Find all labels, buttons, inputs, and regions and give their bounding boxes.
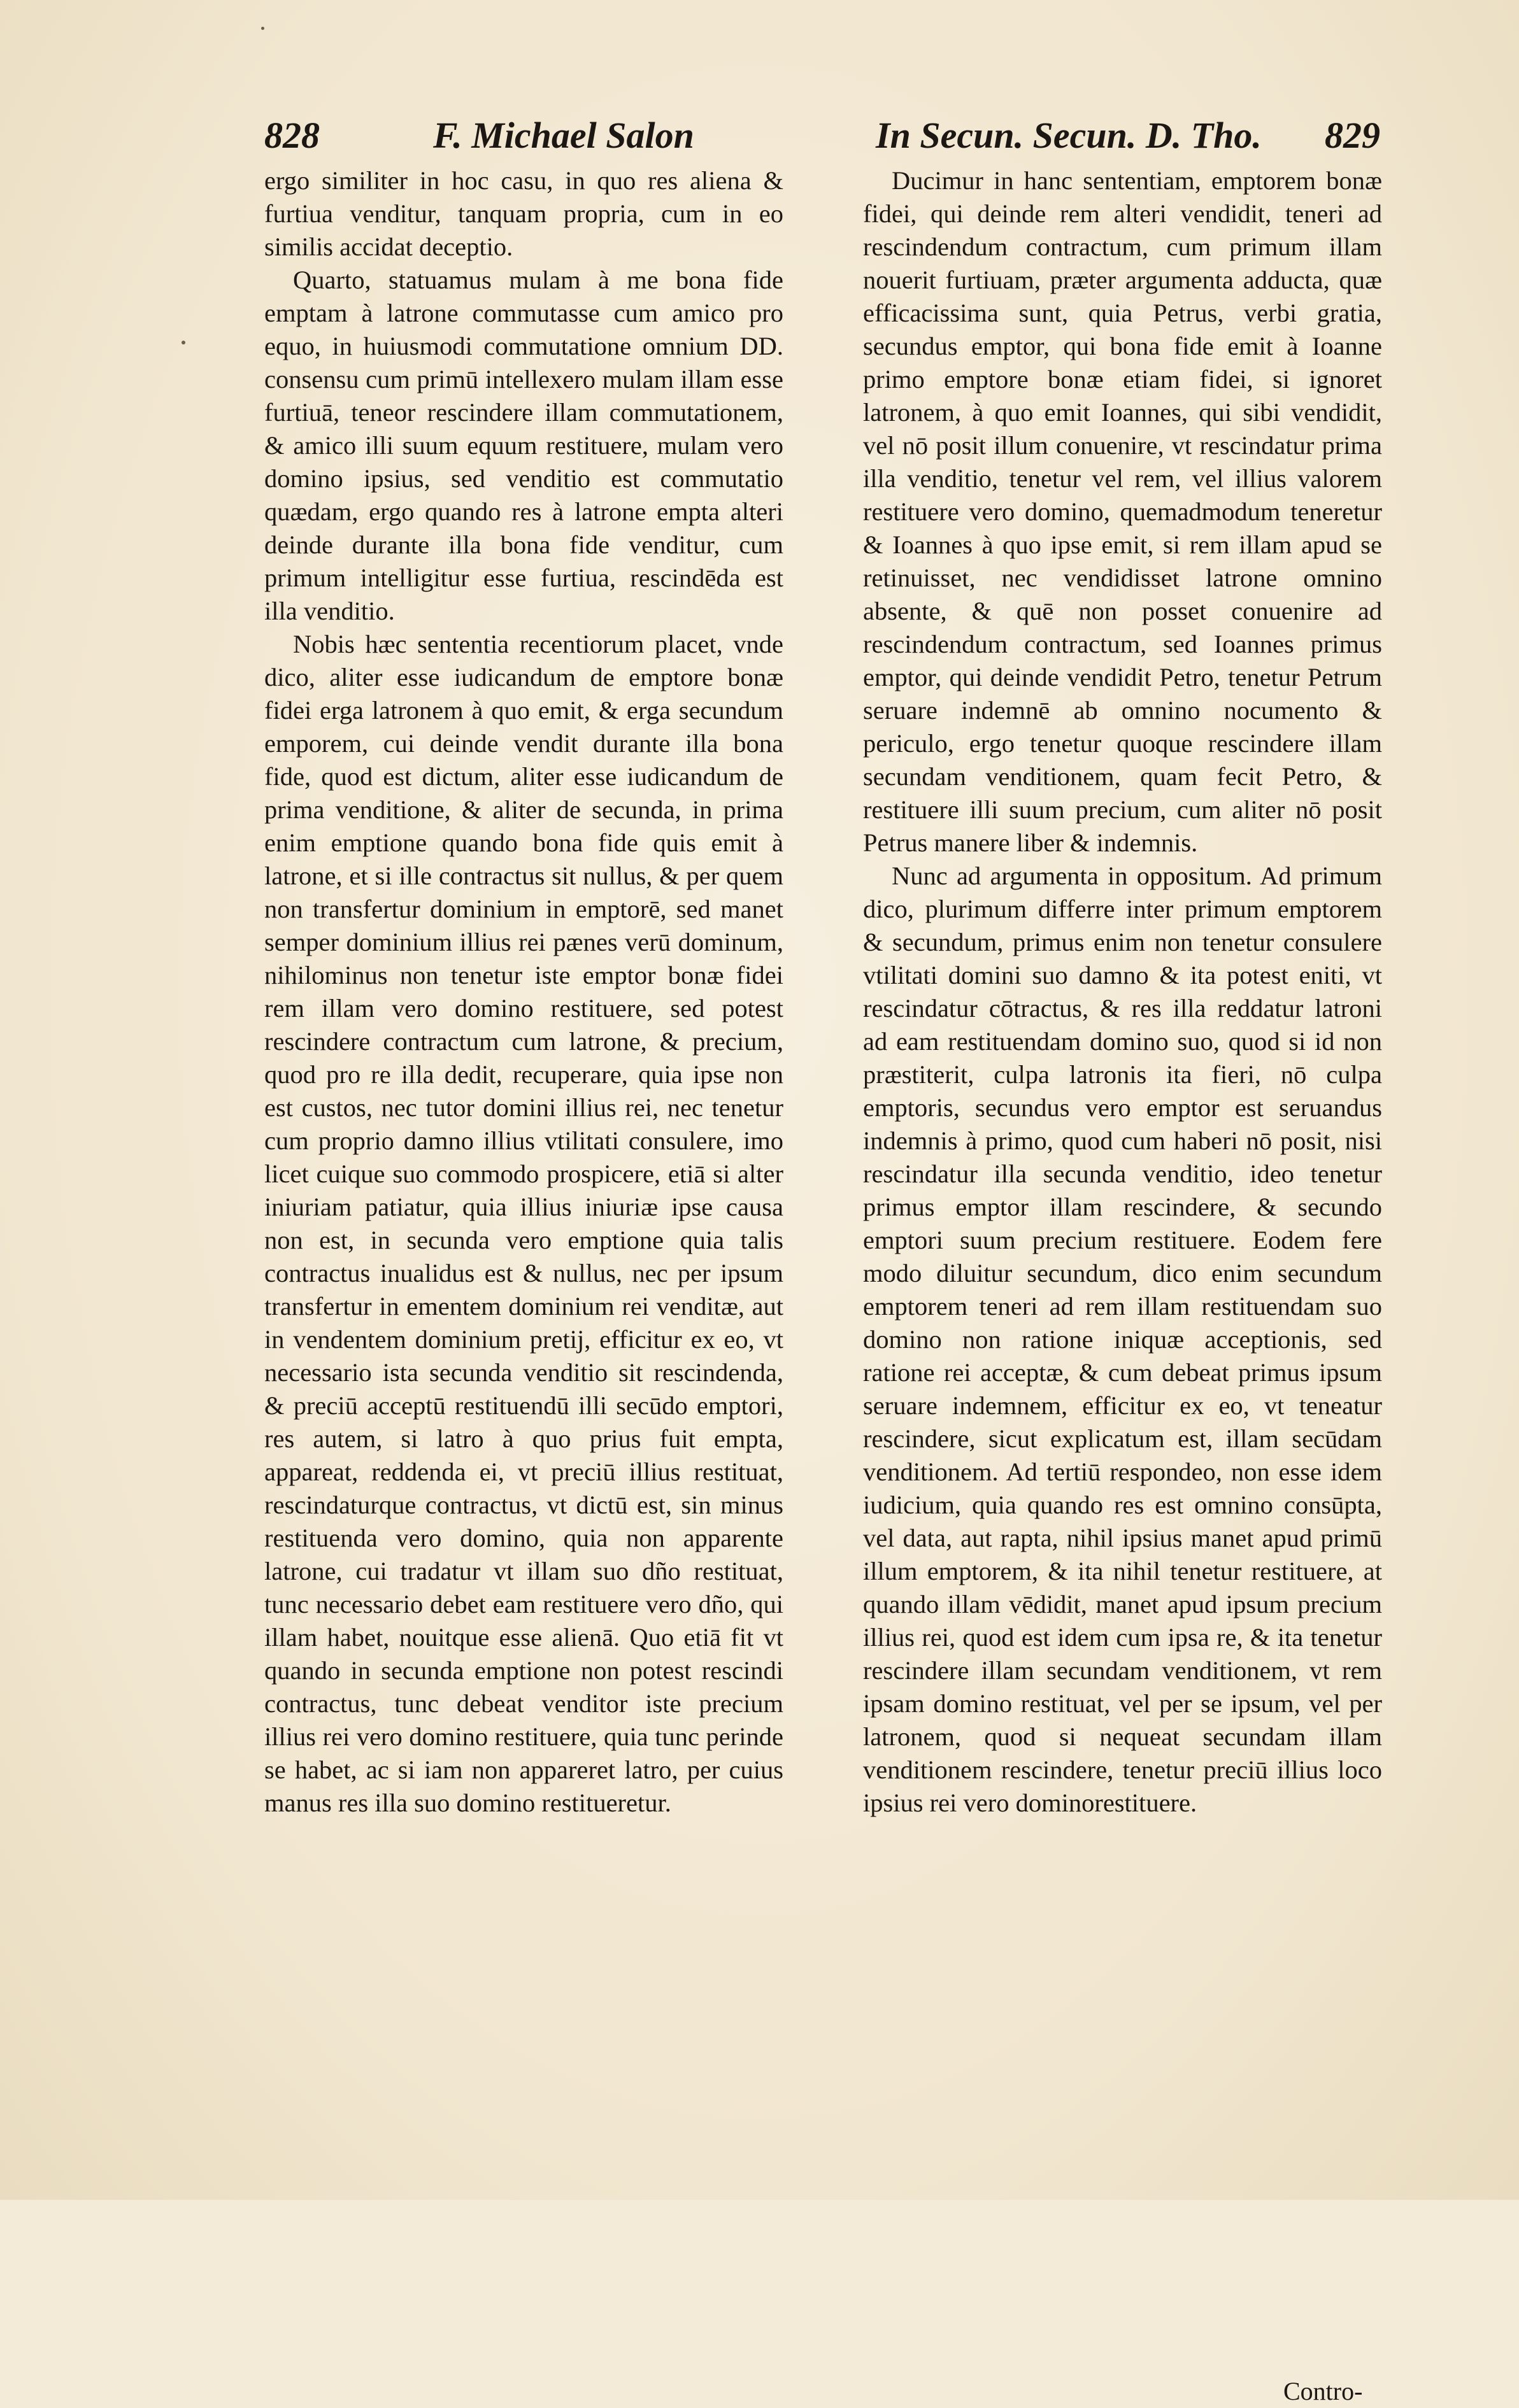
right-running-title: In Secun. Secun. D. Tho. bbox=[876, 115, 1262, 156]
paragraph: Ducimur in hanc sententiam, emptorem bonæ fidei, qui deinde rem alteri vendidit, teneri ad rescindendum contractum, cum primum illam nouerit furtiuam, præter argumenta adducta, quæ efficacissima sunt, quia Petrus, verbi gratia, secundus emptor, qui bona fide emit à Ioanne primo emptore bonæ etiam fidei, si ignoret latronem, à quo emit Ioannes, qui sibi vendidit, vel nō posit illum conuenire, vt rescindatur prima illa venditio, tenetur vel rem, vel illius valorem restituere vero domino, quemadmodum teneretur & Ioannes à quo ipse emit, si rem illam apud se retinuisset, nec vendidisset latrone omnino absente, & quē non posset conuenire ad rescindendum contractum, sed Ioannes primus emptor, qui deinde vendidit Petro, tenetur Petrum seruare indemnē ab omnino nocumento & periculo, ergo tenetur quoque rescindere illam secundam venditionem, quam fecit Petro, & restituere illi suum precium, cum aliter nō posit Petrus manere liber & indemnis. bbox=[863, 166, 1382, 857]
paper-speck bbox=[182, 341, 185, 344]
paragraph: Nobis hæc sententia recentiorum placet, vnde dico, aliter esse iudicandum de emptore bonæ fidei erga latronem à quo emit, & erga secundum emporem, cui deinde vendit durante illa bona fide, quod est dictum, aliter esse iudicandum de prima venditione, & aliter de secunda, in prima enim emptione quando bona fide quis emit à latrone, et si ille contractus sit nullus, & per quem non transfertur dominium in emptorē, sed manet semper dominium illius rei pænes verū dominum, nihilominus non tenetur iste emptor bonæ fidei rem illam vero domino restituere, sed potest rescindere contractum cum latrone, & precium, quod pro re illa dedit, recuperare, quia ipse non est custos, nec tutor domini illius rei, nec tenetur cum proprio damno illius vtilitati consulere, imo licet cuique suo commodo prospicere, etiā si alter iniuriam patiatur, quia illius iniuriæ ipse causa non est, in secunda vero emptione quia talis contractus inualidus est & nullus, nec per ipsum transfertur in ementem dominium rei venditæ, aut in vendentem dominium pretij, efficitur ex eo, vt necessario ista secunda venditio sit rescindenda, & preciū acceptū restituendū illi secūdo emptori, res autem, si latro à quo prius fuit empta, appareat, reddenda ei, vt preciū illius restituat, rescindaturque contractus, vt dictū est, sin minus restituenda vero domino, quia non apparente latrone, cui tradatur vt illam suo dño restituat, tunc necessario debet eam restituere vero dño, qui illam habet, nouitque esse alienā. Quo etiā fit vt quando in secunda emptione non potest rescindi contractus, tunc debeat venditor iste precium illius rei vero domino restituere, quia tunc perinde se habet, ac si iam non appareret latro, per cuius manus res illa suo domino restitueretur. bbox=[264, 630, 783, 1817]
catchword: Contro- bbox=[1283, 2377, 1363, 2405]
running-header bbox=[0, 113, 1519, 164]
left-text-column bbox=[264, 164, 783, 1820]
left-page-number: 828 bbox=[264, 115, 320, 156]
paragraph: Nunc ad argumenta in oppositum. Ad primum dico, plurimum differre inter primum emptorem & secundum, primus enim non tenetur consulere vtilitati domini suo damno & ita potest eniti, vt rescindatur cōtractus, & res illa reddatur latroni ad eam restituendam domino suo, quod si id non præstiterit, culpa latronis ita fieri, nō culpa emptoris, secundus vero emptor est seruandus indemnis à primo, quod cum haberi nō posit, nisi rescindatur illa secunda venditio, ideo tenetur primus emptor illam rescindere, & secundo emptori suum precium restituere. Eodem fere modo diluitur secundum, dico enim secundum emptorem teneri ad rem illam restituendam suo domino non ratione iniquæ acceptionis, sed ratione rei acceptæ, & cum debeat primus ipsum seruare indemnem, efficitur ex eo, vt teneatur rescindere, sicut explicatum est, illam secūdam venditionem. Ad tertiū respondeo, non esse idem iudicium, quia quando res est omnino consūpta, vel data, aut rapta, nihil ipsius manet apud primū illum emptorem, & ita nihil tenetur restituere, at quando illam vēdidit, manet apud ipsum precium illius rei, quod est idem cum ipsa re, & ita tenetur rescindere illam secundam venditionem, vt rem ipsam domino restituat, vel per se ipsum, vel per latronem, quod si nequeat secundam illam venditionem rescindere, tenetur preciū illius loco ipsius rei vero dominorestituere. bbox=[863, 861, 1382, 1817]
right-text-column bbox=[863, 164, 1382, 1820]
left-running-title: F. Michael Salon bbox=[433, 115, 694, 156]
paragraph: ergo similiter in hoc casu, in quo res aliena & furtiua venditur, tanquam propria, cum in eo similis accidat deceptio. bbox=[264, 166, 783, 261]
paragraph: Quarto, statuamus mulam à me bona fide emptam à latrone commutasse cum amico pro equo, in huiusmodi commutatione omnium DD. consensu cum primū intellexero mulam illam esse furtiuā, teneor rescindere illam commutationem, & amico illi suum equum restituere, mulam vero domino ipsius, sed venditio est commutatio quædam, ergo quando res à latrone empta alteri deinde durante illa bona fide venditur, cum primum intelligitur esse furtiua, rescindēda est illa venditio. bbox=[264, 266, 783, 625]
right-page-number: 829 bbox=[1325, 115, 1380, 156]
paper-speck bbox=[261, 27, 264, 30]
